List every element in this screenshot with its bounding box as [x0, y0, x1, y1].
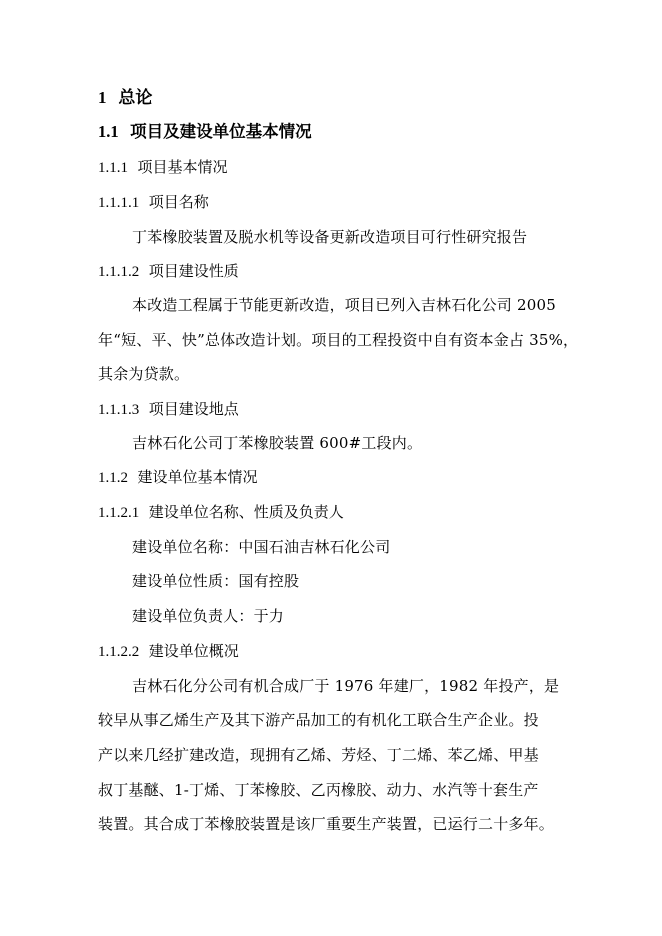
heading-number: 1.1 [98, 122, 119, 141]
paragraph-overview-line: 装置。其合成丁苯橡胶装置是该厂重要生产装置，已运行二十多年。 [98, 815, 555, 833]
heading-1-1-1 [98, 157, 228, 178]
heading-title: 项目建设地点 [148, 400, 239, 418]
heading-number: 1.1.2.2 [98, 644, 140, 660]
heading-title: 总论 [118, 88, 153, 108]
paragraph-overview-line: 较早从事乙烯生产及其下游产品加工的有机化工联合生产企业。投 [98, 711, 539, 729]
heading-number: 1.1.2.1 [98, 505, 140, 521]
heading-title: 项目基本情况 [137, 158, 228, 176]
heading-1-1-1-2 [98, 261, 239, 282]
heading-number: 1 [98, 88, 107, 107]
heading-1-1-2 [98, 467, 258, 488]
heading-title: 建设单位概况 [148, 642, 239, 660]
heading-1-1-2-1 [98, 502, 344, 523]
paragraph-nature-line: 本改造工程属于节能更新改造，项目已列入吉林石化公司 2005 [132, 296, 556, 314]
heading-number: 1.1.1.3 [98, 402, 140, 418]
heading-1-1-2-2 [98, 641, 239, 662]
heading-1 [98, 88, 152, 108]
paragraph-overview-line: 产以来几经扩建改造，现拥有乙烯、芳烃、丁二烯、苯乙烯、甲基 [98, 746, 539, 764]
paragraph-nature-line: 年“短、平、快”总体改造计划。项目的工程投资中自有资本金占 35%， [98, 331, 579, 349]
paragraph-unit-nature: 建设单位性质：国有控股 [132, 572, 300, 590]
heading-title: 项目建设性质 [148, 262, 239, 280]
paragraph-overview-line: 叔丁基醚、1-丁烯、丁苯橡胶、乙丙橡胶、动力、水汽等十套生产 [98, 781, 539, 799]
paragraph-nature-line: 其余为贷款。 [98, 365, 190, 383]
paragraph-location: 吉林石化公司丁苯橡胶装置 600#工段内。 [132, 434, 423, 452]
heading-title: 项目名称 [148, 193, 209, 211]
paragraph-unit-head: 建设单位负责人：于力 [132, 607, 285, 625]
heading-title: 建设单位基本情况 [137, 468, 258, 486]
paragraph-unit-name: 建设单位名称：中国石油吉林石化公司 [132, 538, 391, 556]
paragraph-project-name: 丁苯橡胶装置及脱水机等设备更新改造项目可行性研究报告 [132, 228, 528, 246]
heading-number: 1.1.1 [98, 160, 128, 176]
heading-title: 建设单位名称、性质及负责人 [148, 503, 344, 521]
heading-number: 1.1.1.2 [98, 264, 140, 280]
heading-1-1-1-1 [98, 192, 209, 213]
paragraph-overview-line: 吉林石化分公司有机合成厂于 1976 年建厂，1982 年投产，是 [132, 677, 560, 695]
heading-1-1-1-3 [98, 399, 239, 420]
heading-1-1 [98, 122, 312, 142]
heading-number: 1.1.1.1 [98, 195, 140, 211]
heading-title: 项目及建设单位基本情况 [130, 122, 312, 141]
heading-number: 1.1.2 [98, 470, 128, 486]
